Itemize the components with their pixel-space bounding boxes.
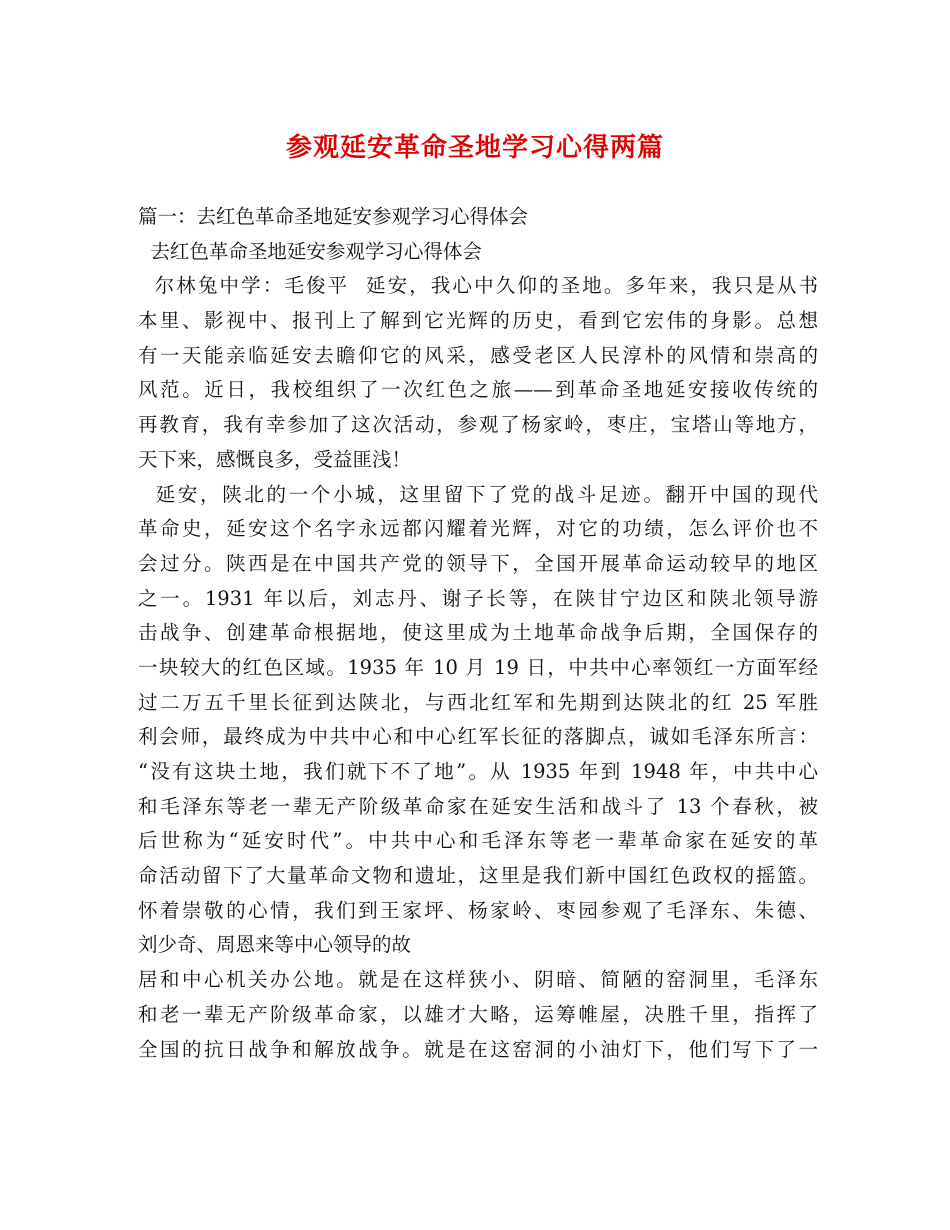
body-line: 之一。1931 年以后，刘志丹、谢子长等，在陕甘宁边区和陕北领导游 — [138, 586, 818, 610]
body-line: 和老一辈无产阶级革命家，以雄才大略，运筹帷屋，决胜千里，指挥了 — [138, 1002, 818, 1026]
body-line: 风范。近日，我校组织了一次红色之旅——到革命圣地延安接收传统的 — [138, 378, 818, 402]
body-line: 延安，陕北的一个小城，这里留下了党的战斗足迹。翻开中国的现代 — [138, 482, 818, 506]
body-line: 天下来，感慨良多，受益匪浅！ — [138, 447, 412, 471]
document-title: 参观延安革命圣地学习心得两篇 — [285, 133, 664, 163]
body-line: 居和中心机关办公地。就是在这样狭小、阴暗、简陋的窑洞里，毛泽东 — [138, 968, 818, 992]
body-line: 尔林兔中学：毛俊平 延安，我心中久仰的圣地。多年来，我只是从书 — [138, 274, 818, 298]
body-line: 革命史，延安这个名字永远都闪耀着光辉，对它的功绩，怎么评价也不 — [138, 517, 818, 541]
body-line: 再教育，我有幸参加了这次活动，参观了杨家岭，枣庄，宝塔山等地方， — [138, 413, 818, 437]
section-heading: 篇一：去红色革命圣地延安参观学习心得体会 — [138, 205, 529, 228]
body-line: 有一天能亲临延安去瞻仰它的风采，感受老区人民淳朴的风情和崇高的 — [138, 343, 818, 367]
subheading: 去红色革命圣地延安参观学习心得体会 — [138, 239, 482, 263]
body-line: 全国的抗日战争和解放战争。就是在这窑洞的小油灯下，他们写下了一 — [138, 1037, 818, 1061]
body-line: 和毛泽东等老一辈无产阶级革命家在延安生活和战斗了 13 个春秋，被 — [138, 794, 818, 818]
body-line: 本里、影视中、报刊上了解到它光辉的历史，看到它宏伟的身影。总想 — [138, 309, 818, 333]
body-line: 一块较大的红色区域。1935 年 10 月 19 日，中共中心率领红一方面军经 — [138, 655, 818, 679]
body-line: 利会师，最终成为中共中心和中心红军长征的落脚点，诚如毛泽东所言： — [138, 725, 818, 749]
document-body — [138, 200, 818, 1067]
body-line: “没有这块土地，我们就下不了地”。从 1935 年到 1948 年，中共中心 — [138, 760, 818, 783]
body-line: 后世称为“延安时代”。中共中心和毛泽东等老一辈革命家在延安的革 — [138, 829, 818, 853]
body-line: 会过分。陕西是在中国共产党的领导下，全国开展革命运动较早的地区 — [138, 551, 818, 575]
body-line: 击战争、创建革命根据地，使这里成为土地革命战争后期，全国保存的 — [138, 621, 818, 645]
body-line: 过二万五千里长征到达陕北，与西北红军和先期到达陕北的红 25 军胜 — [138, 690, 818, 714]
body-line: 命活动留下了大量革命文物和遗址，这里是我们新中国红色政权的摇篮。 — [138, 864, 818, 888]
body-line: 刘少奇、周恩来等中心领导的故 — [138, 933, 412, 957]
body-line: 怀着崇敬的心情，我们到王家坪、杨家岭、枣园参观了毛泽东、朱德、 — [138, 898, 818, 922]
